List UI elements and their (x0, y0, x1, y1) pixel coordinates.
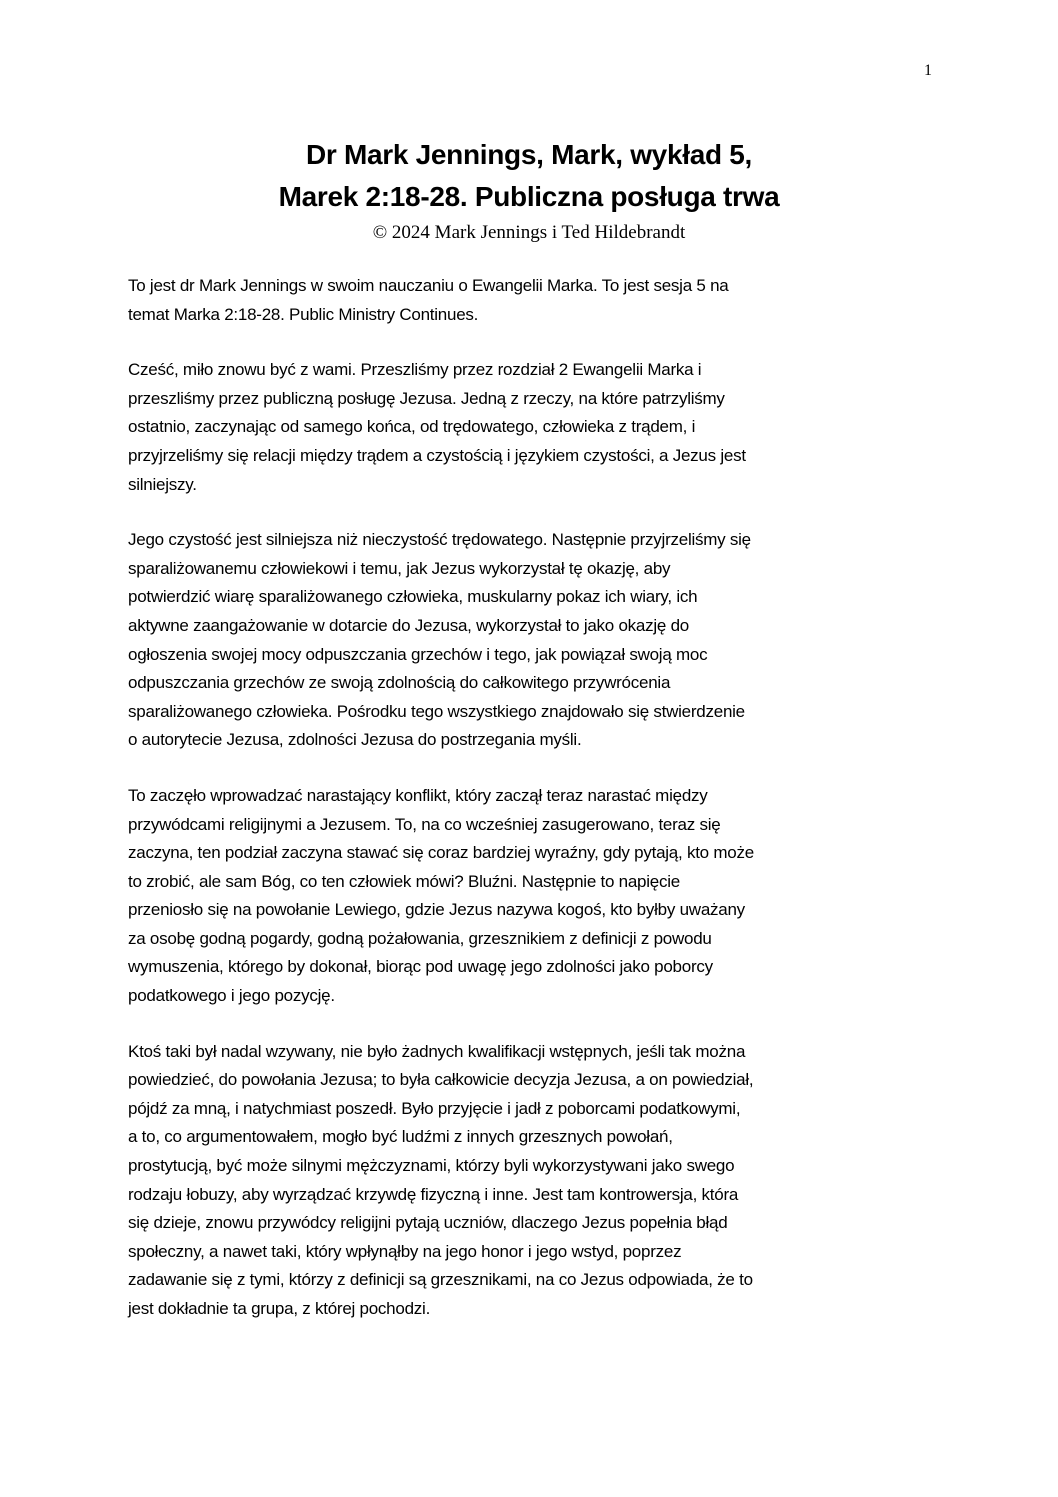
text-line: jest dokładnie ta grupa, z której pochodzi. (128, 1299, 431, 1318)
text-line: rodzaju łobuzy, aby wyrządzać krzywdę fizyczną i inne. Jest tam kontrowersja, która (128, 1184, 739, 1204)
text-line: pójdź za mną, i natychmiast poszedł. Było przyjęcie i jadł z poborcami podatkowymi, (128, 1098, 741, 1118)
paragraph (128, 356, 948, 499)
text-line: powiedzieć, do powołania Jezusa; to była całkowicie decyzja Jezusa, a on powiedział, (128, 1070, 754, 1090)
text-line: prostytucją, być może silnymi mężczyznami, którzy byli wykorzystywani jako swego (128, 1156, 735, 1176)
text-line: to zrobić, ale sam Bóg, co ten człowiek mówi? Bluźni. Następnie to napięcie (128, 871, 680, 891)
paragraph (128, 1038, 948, 1324)
text-line: To zaczęło wprowadzać narastający konflikt, który zaczął teraz narastać między (128, 785, 708, 805)
text-line: ogłoszenia swojej mocy odpuszczania grzechów i tego, jak powiązał swoją moc (128, 644, 708, 664)
page-number: 1 (924, 62, 932, 79)
text-line: przeszliśmy przez publiczną posługę Jezusa. Jedną z rzeczy, na które patrzyliśmy (128, 388, 725, 408)
text-line: ostatnio, zaczynając od samego końca, od trędowatego, człowieka z trądem, i (128, 417, 696, 437)
text-line: Ktoś taki był nadal wzywany, nie było żadnych kwalifikacji wstępnych, jeśli tak można (128, 1041, 746, 1061)
text-line: społeczny, a nawet taki, który wpłynąłby na jego honor i jego wstyd, poprzez (128, 1241, 682, 1261)
text-line: aktywne zaangażowanie w dotarcie do Jezusa, wykorzystał to jako okazję do (128, 615, 690, 635)
text-line: sparaliżowanego człowieka. Pośrodku tego wszystkiego znajdowało się stwierdzenie (128, 701, 745, 721)
text-line: sparaliżowanemu człowiekowi i temu, jak Jezus wykorzystał tę okazję, aby (128, 558, 671, 578)
text-line: za osobę godną pogardy, godną pożałowania, grzesznikiem z definicji z powodu (128, 928, 712, 948)
paragraph (128, 526, 948, 755)
paragraph (128, 272, 948, 329)
text-line: Cześć, miło znowu być z wami. Przeszliśmy przez rozdział 2 Ewangelii Marka i (128, 360, 702, 380)
document-title (0, 134, 1058, 218)
text-line: przyjrzeliśmy się relacji między trądem a czystością i językiem czystości, a Jezus jest (128, 445, 746, 465)
text-line: potwierdzić wiarę sparaliżowanego człowieka, muskularny pokaz ich wiary, ich (128, 587, 698, 607)
copyright: © 2024 Mark Jennings i Ted Hildebrandt (372, 222, 686, 243)
title-line-1: Dr Mark Jennings, Mark, wykład 5, (305, 139, 753, 170)
text-line: silniejszy. (128, 474, 197, 494)
text-line: temat Marka 2:18-28. Public Ministry Continues. (128, 304, 479, 324)
text-line: zaczyna, ten podział zaczyna stawać się coraz bardziej wyraźny, gdy pytają, kto może (128, 843, 754, 863)
paragraph (128, 782, 948, 1011)
text-line: Jego czystość jest silniejsza niż nieczystość trędowatego. Następnie przyjrzeliśmy się (128, 530, 751, 550)
text-line: wymuszenia, którego by dokonał, biorąc pod uwagę jego zdolności jako poborcy (128, 957, 713, 977)
document-body (128, 272, 948, 1351)
text-line: się dzieje, znowu przywódcy religijni pytają uczniów, dlaczego Jezus popełnia błąd (128, 1213, 728, 1233)
text-line: przeniosło się na powołanie Lewiego, gdzie Jezus nazywa kogoś, kto byłby uważany (128, 900, 745, 920)
text-line: a to, co argumentowałem, mogło być ludźmi z innych grzesznych powołań, (128, 1127, 673, 1147)
text-line: To jest dr Mark Jennings w swoim nauczaniu o Ewangelii Marka. To jest sesja 5 na (128, 276, 729, 295)
title-line-2: Marek 2:18-28. Publiczna posługa trwa (278, 181, 780, 212)
text-line: przywódcami religijnymi a Jezusem. To, na co wcześniej zasugerowano, teraz się (128, 814, 721, 834)
text-line: podatkowego i jego pozycję. (128, 986, 335, 1006)
text-line: zadawanie się z tymi, którzy z definicji są grzesznikami, na co Jezus odpowiada, że to (128, 1270, 753, 1290)
text-line: odpuszczania grzechów ze swoją zdolnością do całkowitego przywrócenia (128, 673, 671, 693)
text-line: o autorytecie Jezusa, zdolności Jezusa do postrzegania myśli. (128, 730, 582, 750)
